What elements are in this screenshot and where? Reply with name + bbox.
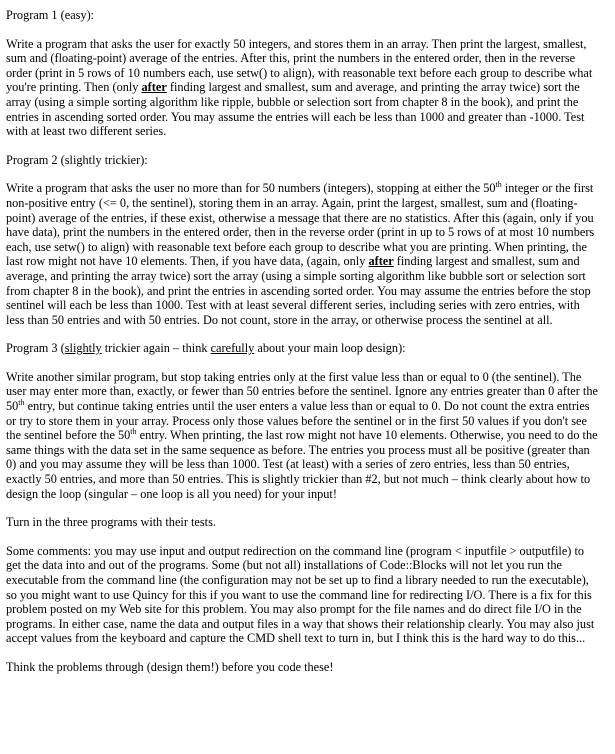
program2-text-c: finding largest and smallest, sum and average, and printing the array twice) sort the array (using a simple sorting algorithm like bubble sort or selection sort from chapter 8 in the book), and print the entries in ascending sorted order. You may assume the entries before the stop sentinel will each be less than 1000. Test with at least several different series, including series with zero entries, with less than 50 entries and with 50 entries. Do not count, store in the array, or otherwise process the sentinel at all.: [6, 254, 591, 327]
program3-description: [6, 370, 601, 501]
program2-heading: Program 2 (slightly trickier):: [6, 152, 148, 167]
program1-heading: Program 1 (easy):: [6, 8, 95, 22]
program3-heading-c: about your main loop design):: [254, 341, 406, 356]
program2-description: [6, 181, 601, 327]
program3-text-a: Write another similar program, but stop taking entries only at the first value less than or equal to 0 (the sentinel). The user may enter more than, exactly, or fewer than 50 entries before the sentinel. Ignore any entries greater than 0 after the 50: [6, 369, 598, 414]
program2-text-a: Write a program that asks the user no more than for 50 numbers (integers), stopping at either the 50: [6, 181, 496, 196]
closing-note: Think the problems through (design them!) before you code these!: [6, 659, 334, 674]
program1-text-b: finding largest and smallest, sum and average, and printing the array twice) sort the array (using a simple sorting algorithm like ripple, bubble or selection sort from chapter 8 in the book), and print the entries in ascending sorted order. You may assume the entries will each be less than 1000 and greater than -1000. Test with at least two different series.: [6, 80, 585, 139]
program2-text-b: integer or the first non-positive entry (<= 0, the sentinel), storing them in an array. Again, print the largest, smallest, sum and (floating-point) average of the entries, if these exist, otherwise a message that there are no statistics. After this (again, only if you have data), print the numbers in the entered order, then in the reverse order (print in up to 5 rows of at most 10 numbers each, use setw() to align) with reasonable text before each group to describe what you are printing. When printing, the last row might not have 10 elements. Then, if you have data, (again, only: [6, 181, 595, 269]
program3-text-c: entry. When printing, the last row might not have 10 elements. Otherwise, you need to do the same things with the data set in the same sequence as before. The entries you process must all be positive (greater than 0) and you may assume they will be less than 1000. Test (at least) with a series of zero entries, less than 50 entries, exactly 50 entries, and more than 50 entries. This is slightly trickier than #2, but not much – think clearly about how to design the loop (singular – one loop is all you need) for your input!: [6, 428, 598, 501]
program3-superscript-1: th: [18, 397, 25, 407]
turn-in-note: Turn in the three programs with their tests.: [6, 515, 216, 530]
program3-superscript-2: th: [130, 427, 137, 437]
program1-description: [6, 37, 601, 139]
program3-heading-slightly: slightly: [64, 341, 102, 356]
program3-text-b: entry, but continue taking entries until the user enters a value less than or equal to 0. Do not count the extra entries or try to store them in your array. Process only those values before the sentinel or in the first 50 values if you don't see the sentinel before the 50: [6, 399, 590, 443]
comments-paragraph: Some comments: you may use input and output redirection on the command line (program < inputfile > outputfile) to get the data into and out of the programs. Some (but not all) installations of Code::Blocks will not let you run the executable from the command line (the configuration may not be set up to find a library needed to run the executable), so you might want to use Quincy for this if you want to use the command line for redirecting I/O. There is a fix for this problem posted on my Web site for this problem. You may also prompt for the file names and do direct file I/O in the programs. In either case, name the data and output files in a way that shows their relationship clearly. You may also just accept values from the keyboard and capture the CMD shell text to turn in, but I think this is the hard way to do this...: [6, 543, 595, 646]
program3-heading: [6, 341, 601, 356]
program3-heading-b: trickier again – think: [101, 341, 211, 356]
program3-heading-a: Program 3 (: [6, 341, 65, 356]
program2-superscript: th: [495, 180, 502, 190]
program1-emphasis-after: after: [141, 80, 167, 95]
program2-emphasis-after: after: [368, 254, 394, 269]
program1-text-a: Write a program that asks the user for exactly 50 integers, and stores them in an array. Then print the largest, smallest, sum and (floating-point) average of the entries. After this, print the numbers in the entered order, then in the reverse order (print in 5 rows of 10 numbers each, use setw() to align), with reasonable text before each group to describe what you're printing. Then (only: [6, 36, 593, 95]
program3-heading-carefully: carefully: [210, 341, 255, 356]
